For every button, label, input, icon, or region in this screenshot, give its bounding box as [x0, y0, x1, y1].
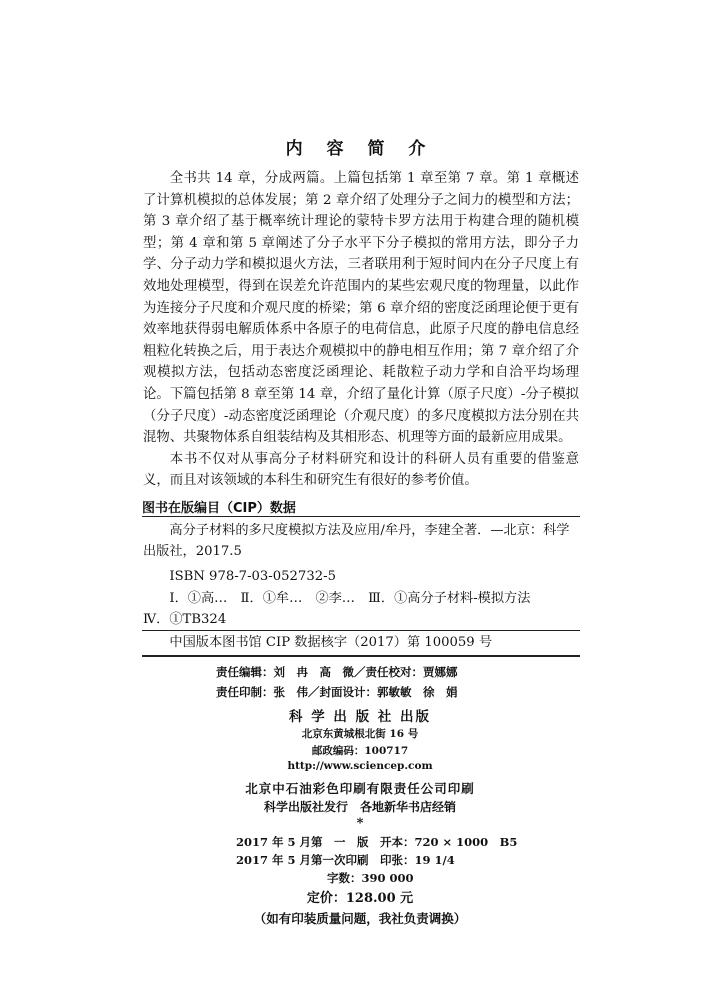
- cip-top-rule: [142, 516, 580, 517]
- credits-editors: 责任编辑：刘 冉 高 微／责任校对：贾娜娜: [216, 665, 458, 679]
- summary-paragraph: 本书不仅对从事高分子材料研究和设计的科研人员有重要的借鉴意义，而且对该领域的本科生和研究生有很好的参考价值。: [143, 451, 579, 489]
- credits-production: 责任印制：张 伟／封面设计：郭敏敏 徐 娟: [216, 685, 458, 699]
- publisher-name: 科 学 出 版 社 出版: [289, 709, 431, 725]
- printing-line: 2017 年 5 月第一次印刷 印张：19 1/4: [236, 853, 455, 867]
- edition-line: 2017 年 5 月第 一 版 开本：720 × 1000 B5: [236, 835, 518, 849]
- cip-bottom-rule: [142, 655, 580, 657]
- summary-paragraph: 全书共 14 章，分成两篇。上篇包括第 1 章至第 7 章。第 1 章概述了计算机模拟的总体发展；第 2 章介绍了处理分子之间力的模型和方法；第 3 章介绍了基于概率统计理论的蒙特卡罗方法用于构建合理的随机模型；第 4 章和第 5 章阐述了分子水平下分子模拟的常用方法，即分子力学、分子动力学和模拟退火方法，三者联用利于短时间内在分子尺度上有效地处理模型，得到在误差允许范围内的某些宏观尺度的物理量，以此作为连接分子尺度和介观尺度的桥梁；第 6 章介绍的密度泛函理论便于更有效率地获得弱电解质体系中各原子的电荷信息，此原子尺度的静电信息经粗粒化转换之后，用于表达介观模拟中的静电相互作用；第 7 章介绍了介观模拟方法，包括动态密度泛函理论、耗散粒子动力学和自洽平均场理论。下篇包括第 8 章至第 14 章，介绍了量化计算（原子尺度）-分子模拟（分子尺度）-动态密度泛函理论（介观尺度）的多尺度模拟方法分别在共混物、共聚物体系自组装结构及其相形态、机理等方面的最新应用成果。: [143, 171, 579, 446]
- distribution-line: 科学出版社发行 各地新华书店经销: [263, 800, 456, 814]
- publisher-postcode: 邮政编码：100717: [311, 745, 409, 757]
- cip-mid-rule: [142, 630, 580, 631]
- cip-classification: [143, 588, 579, 630]
- cip-record: [143, 520, 579, 562]
- price-line: 定价：128.00 元: [306, 891, 414, 906]
- cip-isbn-block: [143, 566, 579, 587]
- cip-isbn: ISBN 978-7-03-052732-5: [169, 569, 336, 584]
- cip-record-text: 高分子材料的多尺度模拟方法及应用/牟丹，李建全著．—北京：科学出版社，2017.5: [143, 523, 570, 559]
- separator-star: *: [356, 816, 364, 831]
- cip-classification-line-1: Ⅰ．①高… Ⅱ．①牟… ②李… Ⅲ．①高分子材料-模拟方法: [169, 591, 531, 606]
- cip-heading: 图书在版编目（CIP）数据: [142, 501, 296, 516]
- printer-line: 北京中石油彩色印刷有限责任公司印刷: [245, 781, 475, 796]
- summary-body: [143, 168, 579, 492]
- quality-note: （如有印装质量问题，我社负责调换）: [253, 911, 467, 926]
- cip-number: 中国版本图书馆 CIP 数据核字（2017）第 100059 号: [169, 635, 493, 650]
- publisher-url: http://www.sciencep.com: [287, 760, 433, 772]
- publisher-address: 北京东黄城根北街 16 号: [301, 728, 419, 740]
- word-count: 字数：390 000: [327, 871, 414, 885]
- summary-title: 内 容 简 介: [285, 139, 435, 159]
- cip-classification-line-2: Ⅳ．①TB324: [143, 612, 227, 627]
- cip-number-block: [143, 632, 579, 653]
